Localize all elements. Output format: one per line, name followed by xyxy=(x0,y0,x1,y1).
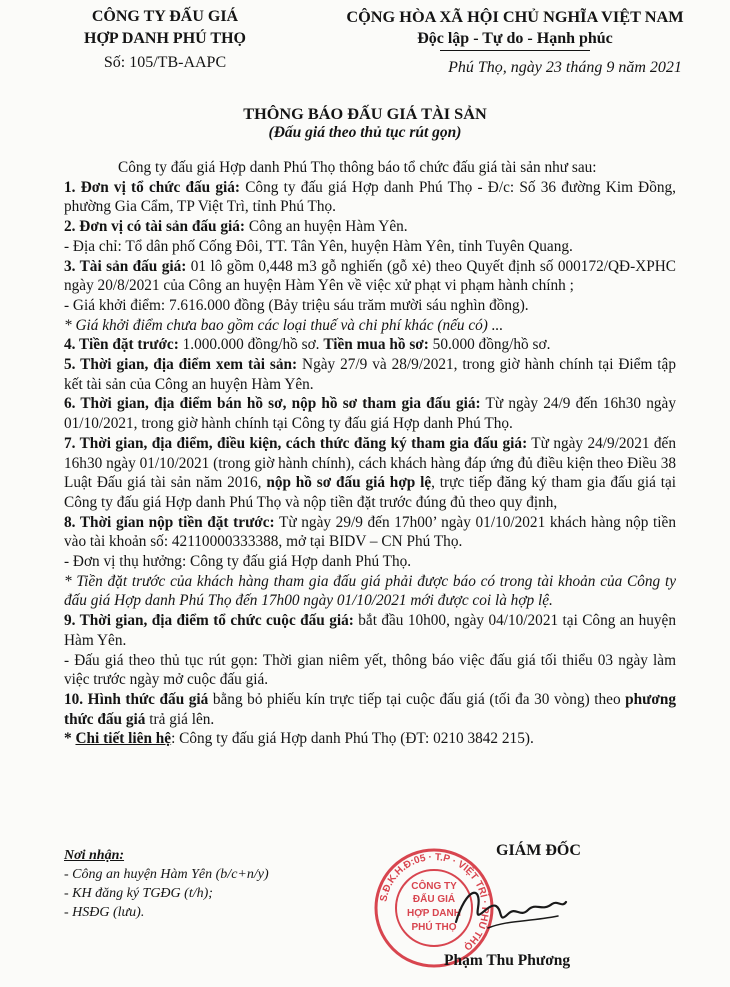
national-motto: Độc lập - Tự do - Hạnh phúc xyxy=(417,30,613,47)
section-6-label: 6. Thời gian, địa điểm bán hồ sơ, nộp hồ sơ tham gia đấu giá: xyxy=(64,395,481,413)
document-title: THÔNG BÁO ĐẤU GIÁ TÀI SẢN xyxy=(243,104,487,123)
section-5-text: Ngày 27/9 và 28/9/2021, trong giờ hành chính tại Điểm tập kết tài sản của Công an huyện Hàm Yên. xyxy=(64,356,676,393)
section-9-label: 9. Thời gian, địa điểm tổ chức cuộc đấu giá: xyxy=(64,612,354,630)
section-6-text: Từ ngày 24/9 đến 16h30 ngày 01/10/2021, trong giờ hành chính tại Công ty đấu giá Hợp danh Phú Thọ. xyxy=(64,395,676,433)
section-1 xyxy=(64,178,676,217)
issuer-name-line1: CÔNG TY ĐẤU GIÁ xyxy=(91,8,239,25)
contact-text: : Công ty đấu giá Hợp danh Phú Thọ (ĐT: 0210 3842 215). xyxy=(171,730,534,748)
section-2-label: 2. Đơn vị có tài sản đấu giá: xyxy=(64,218,246,236)
signer-title: GIÁM ĐỐC xyxy=(496,842,581,859)
signer-name: Phạm Thu Phương xyxy=(444,952,571,969)
recipient-item: - KH đăng ký TGĐG (t/h); xyxy=(64,886,213,901)
section-9-text: bắt đầu 10h00, ngày 04/10/2021 tại Công an huyện Hàm Yên. xyxy=(64,612,676,649)
section-7-label: 7. Thời gian, địa điểm, điều kiện, cách thức đăng ký tham gia đấu giá: xyxy=(64,434,528,452)
seal-center-line: CÔNG TY xyxy=(411,881,457,892)
issuer-block xyxy=(70,6,260,74)
seal-center-line: ĐẤU GIÁ xyxy=(412,894,456,905)
section-2-address: - Địa chỉ: Tổ dân phố Cống Đôi, TT. Tân Yên, huyện Hàm Yên, tỉnh Tuyên Quang. xyxy=(64,237,573,255)
recipients-label: Nơi nhận: xyxy=(64,848,125,863)
intro-paragraph: Công ty đấu giá Hợp danh Phú Thọ thông báo tổ chức đấu giá tài sản như sau: xyxy=(118,159,597,176)
recipient-item: - Công an huyện Hàm Yên (b/c+n/y) xyxy=(64,867,269,882)
section-6 xyxy=(64,394,676,433)
section-4 xyxy=(64,335,676,355)
seal-ring-text: S.Đ.K.H.Đ:05 · T.P · VIỆT TRÌ · PHÚ THỌ xyxy=(378,851,491,953)
section-3-label: 3. Tài sản đấu giá: xyxy=(64,257,187,275)
section-3-price: - Giá khởi điểm: 7.616.000 đồng (Bảy triệu sáu trăm mười sáu nghìn đồng). xyxy=(64,296,529,314)
contact-line xyxy=(64,729,676,749)
section-5-label: 5. Thời gian, địa điểm xem tài sản: xyxy=(64,356,298,374)
section-4-text2: 50.000 đồng/hồ sơ. xyxy=(428,336,551,354)
section-8-note: * Tiền đặt trước của khách hàng tham gia đấu giá phải được báo có trong tài khoản của Công ty đấu giá Hợp danh Phú Thọ đến 17h00 ngày 01/10/2021 mới được coi là hợp lệ. xyxy=(64,572,676,610)
handwritten-signature xyxy=(448,878,568,938)
recipients-block xyxy=(64,846,364,922)
section-8-beneficiary: - Đơn vị thụ hưởng: Công ty đấu giá Hợp danh Phú Thọ. xyxy=(64,553,412,571)
seal-center-line: PHÚ THỌ xyxy=(411,922,457,933)
section-2 xyxy=(64,217,676,237)
seal-center-line: HỢP DANH xyxy=(407,908,461,919)
recipient-item: - HSĐG (lưu). xyxy=(64,905,145,920)
issue-date: Phú Thọ, ngày 23 tháng 9 năm 2021 xyxy=(448,59,682,76)
motto-underline xyxy=(440,50,590,51)
section-8 xyxy=(64,513,676,552)
section-10-label: 10. Hình thức đấu giá xyxy=(64,690,209,708)
republic-title: CỘNG HÒA XÃ HỘI CHỦ NGHĨA VIỆT NAM xyxy=(346,7,684,26)
issuer-name-line2: HỢP DANH PHÚ THỌ xyxy=(84,30,246,47)
section-4-text: 1.000.000 đồng/hồ sơ. xyxy=(178,336,324,354)
section-3 xyxy=(64,257,676,296)
national-header xyxy=(300,6,730,79)
section-4-label: 4. Tiền đặt trước: xyxy=(64,336,179,354)
document-subtitle: (Đấu giá theo thủ tục rút gọn) xyxy=(268,124,462,141)
section-2-text: Công an huyện Hàm Yên. xyxy=(245,218,408,236)
section-5 xyxy=(64,355,676,394)
section-10 xyxy=(64,690,676,729)
section-10-bold: phương thức đấu giá xyxy=(64,690,676,728)
document-number: Số: 105/TB-AAPC xyxy=(103,54,227,71)
section-10-text2: trả giá lên. xyxy=(145,710,215,728)
section-7 xyxy=(64,434,676,513)
section-9-procedure: - Đấu giá theo thủ tục rút gọn: Thời gian niêm yết, thông báo việc đấu giá tối thiểu 03 ngày làm việc trước ngày mở cuộc đấu giá. xyxy=(64,651,676,689)
section-3-note: * Giá khởi điểm chưa bao gồm các loại thuế và chi phí khác (nếu có) ... xyxy=(64,316,504,334)
section-1-text: Công ty đấu giá Hợp danh Phú Thọ - Đ/c: Số 36 đường Kim Đồng, phường Gia Cẩm, TP Việt Trì, tỉnh Phú Thọ. xyxy=(64,178,677,216)
section-7-text1: Từ ngày 24/9/2021 đến 16h30 ngày 01/10/2021 (trong giờ hành chính), cách khách hàng đáp ứng đủ điều kiện theo Điều 38 Luật Đấu giá tài sản năm 2016, xyxy=(64,434,676,492)
contact-label: Chi tiết liên hệ xyxy=(75,730,172,748)
section-8-text: Từ ngày 29/9 đến 17h00’ ngày 01/10/2021 khách hàng nộp tiền vào tài khoản số: 42110000333388, mở tại BIDV – CN Phú Thọ. xyxy=(64,513,676,551)
document-body xyxy=(64,158,676,749)
section-4-label2: Tiền mua hồ sơ: xyxy=(323,336,429,354)
section-9 xyxy=(64,611,676,650)
section-7-text2: , trực tiếp đăng ký tham gia đấu giá tại Công ty đấu giá Hợp danh Phú Thọ và nộp tiền đặt trước đúng đủ theo quy định, xyxy=(64,474,676,511)
section-3-text: 01 lô gồm 0,448 m3 gỗ nghiến (gỗ xẻ) theo Quyết định số 000172/QĐ-XPHC ngày 20/8/2021 của Công an huyện Hàm Yên về việc xử phạt vi phạm hành chính ; xyxy=(64,257,676,295)
section-10-text1: bằng bỏ phiếu kín trực tiếp tại cuộc đấu giá (tối đa 30 vòng) theo xyxy=(208,690,626,708)
section-1-label: 1. Đơn vị tổ chức đấu giá: xyxy=(64,178,241,196)
section-8-label: 8. Thời gian nộp tiền đặt trước: xyxy=(64,513,275,531)
section-7-bold: nộp hồ sơ đấu giá hợp lệ xyxy=(266,474,432,492)
contact-star: * xyxy=(64,730,76,748)
